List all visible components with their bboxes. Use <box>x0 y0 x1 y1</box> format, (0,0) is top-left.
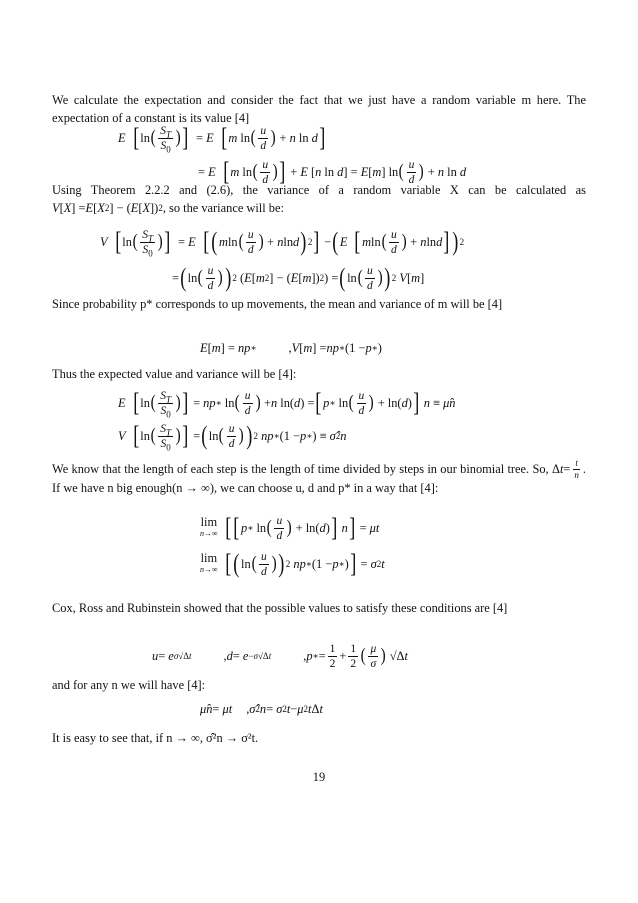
paragraph-cox-ross-rubinstein <box>52 600 586 618</box>
page-number: 19 <box>312 770 326 784</box>
paragraph-expected-value-variance <box>52 366 586 384</box>
paragraph-text: , so the variance will be: <box>162 200 284 215</box>
equation-mu-sigma-hat: μ̂n = μt , σ̂ 2 n = σ 2 t − μ 2 t Δ t <box>200 701 323 716</box>
paragraph-text: Using Theorem 2.2.2 and (2.6), the variance of a random variable X can be calculated as <box>52 183 586 197</box>
equation-variance-log: V [ ln ( $\frac{S_T}{S_0}$ ) ] = E [ ( m ln ( $\frac{u}{d}$ ) + n ln d ) 2 ] − ( E [ m ln ( $\frac{u}{d}$ ) + n ln d ] ) 2 = ( ln ( $\frac{u}{d}$ ) ) 2 ( E [ m 2 ] − ( E [ m ]) 2 ) = ( ln ( $\frac{u}{d}$ ) ) 2 V [ m ] <box>100 227 465 292</box>
equation-crr-values: u = e σ√Δt , d = e −σ√Δt , p ∗ = $\frac{1}{2}$ + $\frac{1}{2}$ ( $\frac{\mu}{\sigma}$ ) √Δ t <box>152 642 408 670</box>
equation-limits: lim n→∞ [ [ p ∗ ln ( $\frac{u}{d}$ ) + ln( d ) ] n ] = μt lim n→∞ [ ( ln ( $\frac{u}{d}$ ) ) 2 np ∗ (1 − p ∗ ) ] = σ 2 t <box>200 513 385 578</box>
delta-t-formula: Δ t = $\frac{t}{n}$ . <box>551 458 586 480</box>
variance-definition-formula: V [ X ] = E [ X 2 ] − ( E [ X ]) 2 <box>52 200 163 215</box>
paragraph-text: Cox, Ross and Rubinstein showed that the possible values to satisfy these conditions are [4] <box>52 601 508 615</box>
equation-expected-value-variance: E [ ln ( $\frac{S_T}{S_0}$ ) ] = np ∗ ln ( $\frac{u}{d}$ ) + n ln( d ) = [ p ∗ ln ( $\frac{u}{d}$ ) + ln( d ) ] n ≡ μ̂n V [ ln ( $\frac{S_T}{S_0}$ ) ] = ( ln ( $\frac{u}{d}$ ) ) 2 np ∗ (1 − p ∗ ) ≡ σ̂ 2 n <box>118 388 456 452</box>
paragraph-text: and for any n we will have [4]: <box>52 678 206 692</box>
paragraph-for-any-n <box>52 677 586 695</box>
paragraph-mean-variance-m <box>52 296 586 314</box>
paragraph-variance-intro <box>52 182 586 217</box>
paragraph-binomial-steps <box>52 459 586 498</box>
paragraph-text: If we have n big enough(n → ∞), we can choose u, d and p* in a way that [4]: <box>52 481 439 495</box>
equation-expectation-log: E [ ln ( $\frac{S_T}{S_0}$ ) ] = E [ m ln ( $\frac{u}{d}$ ) + n ln d ] = E [ m ln ( $\frac{u}{d}$ ) ] + E [ n ln d ] = E [ m ] ln ( $\frac{u}{d}$ ) + n ln d <box>118 123 467 186</box>
paragraph-text: Thus the expected value and variance will be [4]: <box>52 367 297 381</box>
paragraph-text: It is easy to see that, if n → ∞, σ̂²n → σ²t. <box>52 731 259 745</box>
paragraph-text: We calculate the expectation and consider the fact that we just have a random variable m here. The expectation of a constant is its value [4] <box>52 93 586 125</box>
paragraph-text: Since probability p* corresponds to up movements, the mean and variance of m will be [4] <box>52 297 503 311</box>
paragraph-conclusion <box>52 730 586 748</box>
equation-mean-variance-m: E [ m ] = np ∗ , V [ m ] = np ∗ (1 − p ∗ ) <box>200 340 382 355</box>
paragraph-text: We know that the length of each step is the length of time divided by steps in our binomial tree. So, <box>52 461 549 476</box>
